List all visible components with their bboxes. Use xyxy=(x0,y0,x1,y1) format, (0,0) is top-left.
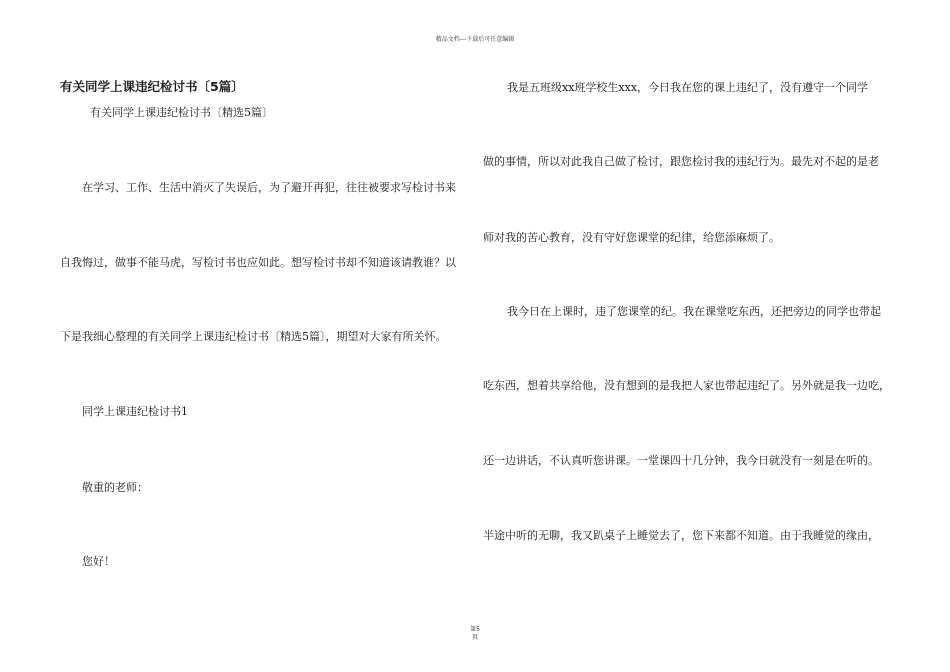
page-number-line2: 页 xyxy=(471,634,478,641)
header-note: 精品文档---下载后可任意编辑 xyxy=(435,36,515,43)
paragraph-line: 做的事情，所以对此我自己做了检讨，跟您检讨我的违纪行为。最先对不起的是老 xyxy=(483,155,879,168)
paragraph-line: 师对我的苦心教育，没有守好您课堂的纪律，给您添麻烦了。 xyxy=(483,231,780,244)
salutation: 敬重的老师： xyxy=(82,481,148,494)
paragraph-line: 吃东西，想着共享给他，没有想到的是我把人家也带起违纪了。另外就是我一边吃， xyxy=(483,379,890,392)
paragraph-line: 在学习、工作、生活中消灭了失误后，为了避开再犯，往往被要求写检讨书来 xyxy=(82,181,456,194)
paragraph-line: 自我悔过，做事不能马虎，写检讨书也应如此。想写检讨书却不知道该请教谁？以 xyxy=(60,256,456,269)
paragraph-line: 还一边讲话，不认真听您讲课。一堂课四十几分钟，我今日就没有一刻是在听的。 xyxy=(483,454,879,467)
document-subtitle: 有关同学上课违纪检讨书〔精选5篇〕 xyxy=(90,106,273,119)
page-number-line1: 第5 xyxy=(470,626,480,633)
section-heading: 同学上课违纪检讨书1 xyxy=(82,405,188,418)
paragraph-line: 我今日在上课时，违了您课堂的纪。我在课堂吃东西，还把旁边的同学也带起 xyxy=(507,305,881,318)
paragraph-line: 半途中听的无聊，我又趴桌子上睡觉去了，您下来都不知道。由于我睡觉的缘由， xyxy=(483,529,879,542)
greeting: 您好！ xyxy=(82,555,115,568)
paragraph-line: 下是我细心整理的有关同学上课违纪检讨书〔精选5篇〕，期望对大家有所关怀。 xyxy=(60,330,447,343)
page-number xyxy=(0,626,950,642)
document-title: 有关同学上课违纪检讨书〔5篇〕 xyxy=(60,79,244,94)
paragraph-line: 我是五班级xx班学校生xxx，今日我在您的课上违纪了，没有遵守一个同学 xyxy=(507,81,869,94)
